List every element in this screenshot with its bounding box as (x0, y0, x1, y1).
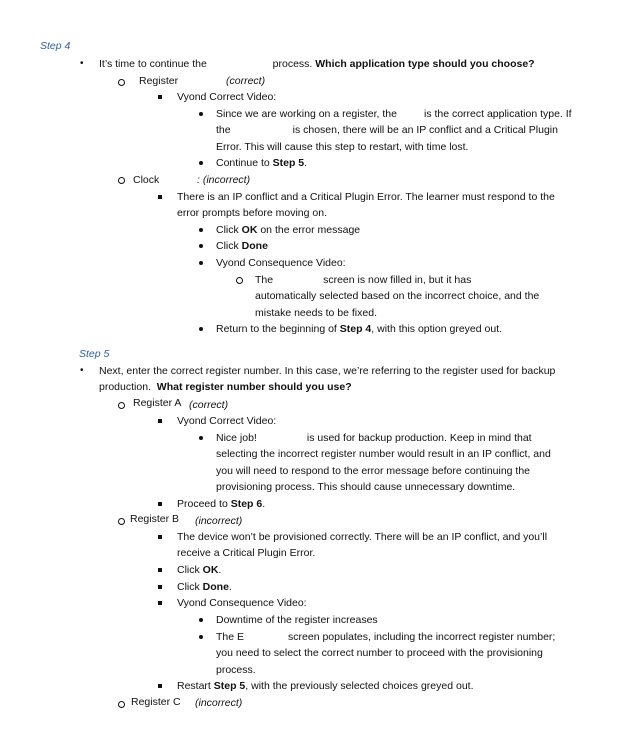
continue-step5: Continue to Step 5. (216, 157, 308, 169)
click-ok-error: Click OK on the error message (216, 224, 361, 236)
option-c-label: Register C (131, 696, 181, 708)
option-a-label: Register A (133, 397, 182, 409)
option-a-line4: provisioning process. This should cause unnecessary downtime. (216, 481, 516, 493)
option-b-cons2: The E screen populates, including the incorrect register number; (216, 631, 556, 643)
option-b-cons4: process. (216, 664, 256, 676)
square-bullet-icon (158, 95, 162, 99)
option-a-line3: you will need to respond to the error message before continuing the (216, 465, 531, 477)
option-b-desc2: receive a Critical Plugin Error. (177, 547, 316, 559)
clock-cons3: mistake needs to be fixed. (255, 307, 377, 319)
option-clock-label: Clock (133, 174, 160, 186)
option-b-status: (incorrect) (195, 515, 243, 527)
step4-heading: Step 4 (40, 40, 71, 52)
register-line2: the is chosen, there will be an IP conflict and a Critical Plugin (216, 124, 558, 136)
square-bullet-icon (158, 419, 162, 423)
option-a-line2: selecting the incorrect register number would result in an IP conflict, and (216, 448, 551, 460)
dot-bullet-icon (199, 635, 203, 639)
option-b-desc1: The device won’t be provisioned correctly. There will be an IP conflict, and you’ll (177, 531, 548, 543)
click-done: Click Done (216, 240, 268, 252)
square-bullet-icon (158, 585, 162, 589)
dot-bullet-icon (199, 618, 203, 622)
clock-cons2: automatically selected based on the incorrect choice, and the (255, 290, 540, 302)
square-bullet-icon (158, 568, 162, 572)
consequence-video-title: Vyond Consequence Video: (177, 597, 307, 609)
option-c-status: (incorrect) (195, 697, 243, 709)
click-done: Click Done. (177, 581, 232, 593)
ring-bullet-icon (118, 177, 125, 184)
clock-desc2: error prompts before moving on. (177, 207, 327, 219)
option-b-label: Register B (130, 513, 180, 525)
step5-intro1: Next, enter the correct register number. In this case, we’re referring to the register used for backup (99, 365, 556, 377)
step5-heading: Step 5 (79, 348, 110, 360)
step4-intro: It’s time to continue the process. Which application type should you choose? (99, 58, 535, 70)
option-b-cons3: you need to select the correct number to proceed with the provisioning (216, 647, 543, 659)
option-register-status: (correct) (226, 75, 266, 87)
dot-bullet-icon (199, 161, 203, 165)
clock-cons1: The screen is now filled in, but it has (255, 274, 472, 286)
square-bullet-icon (158, 502, 162, 506)
bullet-icon: • (80, 58, 84, 69)
option-register-label: Register (139, 75, 179, 87)
option-b-cons1: Downtime of the register increases (216, 614, 378, 626)
ring-bullet-icon (118, 518, 125, 525)
square-bullet-icon (158, 195, 162, 199)
dot-bullet-icon (199, 244, 203, 248)
correct-video-title: Vyond Correct Video: (177, 91, 277, 103)
option-a-status: (correct) (189, 399, 229, 411)
dot-bullet-icon (199, 261, 203, 265)
ring-bullet-icon (118, 701, 125, 708)
return-step4: Return to the beginning of Step 4, with this option greyed out. (216, 323, 503, 335)
ring-bullet-icon (236, 277, 243, 284)
register-line3: Error. This will cause this step to restart, with time lost. (216, 141, 469, 153)
ring-bullet-icon (118, 79, 125, 86)
bullet-icon: • (80, 365, 84, 376)
restart-step5: Restart Step 5, with the previously selected choices greyed out. (177, 680, 474, 692)
proceed-step6: Proceed to Step 6. (177, 498, 266, 510)
ring-bullet-icon (118, 402, 125, 409)
step5-question: What register number should you use? (156, 381, 352, 393)
option-clock-status: : (incorrect) (197, 174, 251, 186)
option-a-line1: Nice job! is used for backup production. Keep in mind that (216, 432, 532, 444)
dot-bullet-icon (199, 327, 203, 331)
correct-video-title: Vyond Correct Video: (177, 415, 277, 427)
square-bullet-icon (158, 535, 162, 539)
consequence-video-title: Vyond Consequence Video: (216, 257, 346, 269)
square-bullet-icon (158, 601, 162, 605)
step4-question: Which application type should you choose? (315, 58, 535, 70)
square-bullet-icon (158, 684, 162, 688)
dot-bullet-icon (199, 436, 203, 440)
dot-bullet-icon (199, 228, 203, 232)
dot-bullet-icon (199, 112, 203, 116)
step5-intro2: production. What register number should you use? (99, 381, 352, 393)
clock-desc1: There is an IP conflict and a Critical Plugin Error. The learner must respond to the (177, 191, 555, 203)
register-line1: Since we are working on a register, the is the correct application type. If (216, 108, 572, 120)
click-ok: Click OK. (177, 564, 222, 576)
